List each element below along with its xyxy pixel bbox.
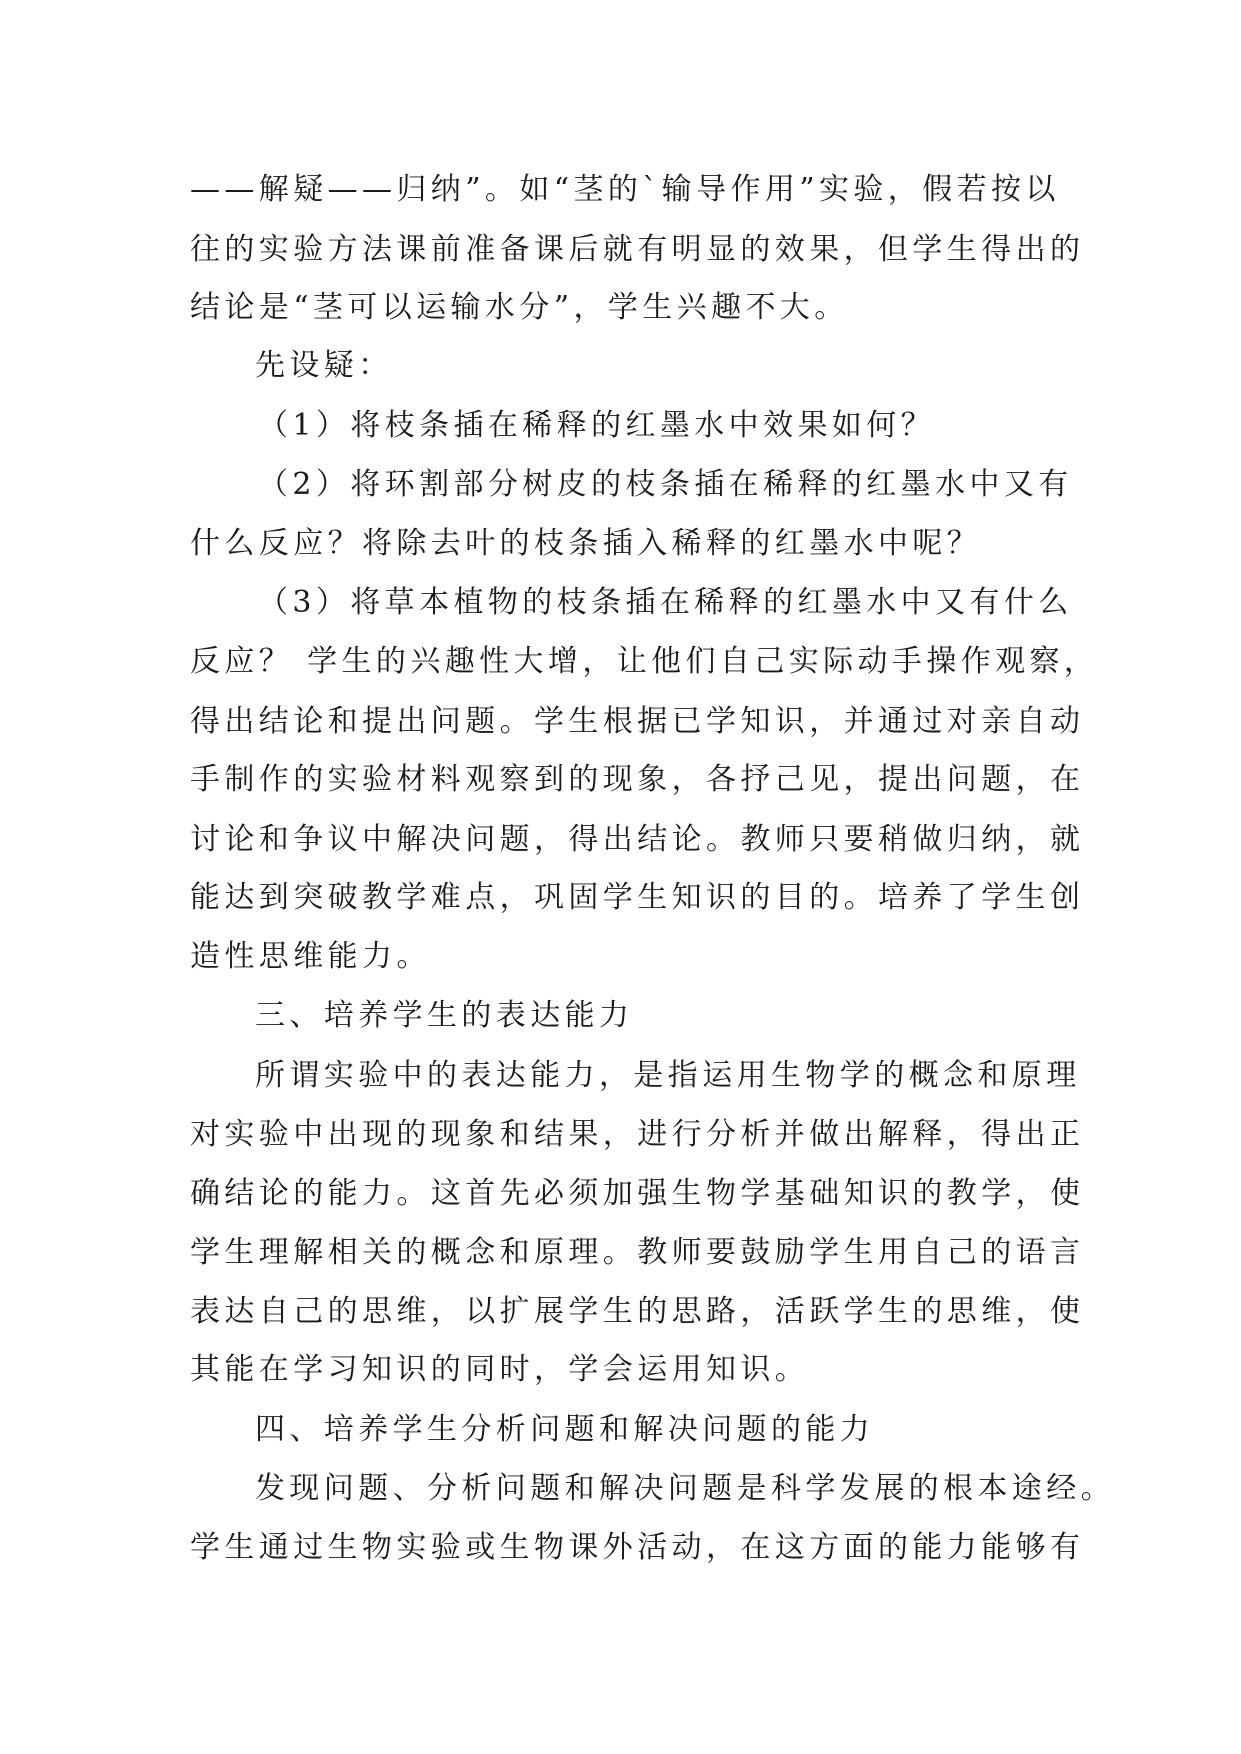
section-heading-4: 四、培养学生分析问题和解决问题的能力 [255,1412,875,1447]
text-line-11: 手制作的实验材料观察到的现象，各抒己见，提出问题，在 [190,762,1085,797]
section-heading-3: 三、培养学生的表达能力 [255,998,634,1033]
text-line-2: 往的实验方法课前准备课后就有明显的效果，但学生得出的 [190,232,1085,267]
text-line-5: （1）将枝条插在稀释的红墨水中效果如何？ [258,408,936,443]
text-line-21: 其能在学习知识的同时，学会运用知识。 [190,1352,810,1387]
text-line-12: 讨论和争议中解决问题，得出结论。教师只要稍做归纳，就 [190,822,1085,857]
text-line-10: 得出结论和提出问题。学生根据已学知识，并通过对亲自动 [190,704,1085,739]
text-line-19: 学生理解相关的概念和原理。教师要鼓励学生用自己的语言 [190,1235,1085,1270]
text-line-17: 对实验中出现的现象和结果，进行分析并做出解释，得出正 [190,1117,1085,1152]
text-line-24: 学生通过生物实验或生物课外活动，在这方面的能力能够有 [190,1530,1085,1565]
text-line-13: 能达到突破教学难点，巩固学生知识的目的。培养了学生创 [190,880,1085,915]
text-line-1: ——解疑——归纳”。如“茎的`输导作用”实验，假若按以 [190,172,1060,207]
text-line-23: 发现问题、分析问题和解决问题是科学发展的根本途经。 [255,1471,1115,1506]
text-line-16: 所谓实验中的表达能力，是指运用生物学的概念和原理 [255,1058,1081,1093]
text-line-3: 结论是“茎可以运输水分”，学生兴趣不大。 [190,290,849,325]
text-line-18: 确结论的能力。这首先必须加强生物学基础知识的教学，使 [190,1176,1085,1211]
text-line-7: 什么反应？将除去叶的枝条插入稀释的红墨水中呢？ [190,526,982,561]
text-line-8: （3）将草本植物的枝条插在稀释的红墨水中又有什么 [258,585,1073,620]
text-line-14: 造性思维能力。 [190,939,431,974]
text-line-6: （2）将环割部分树皮的枝条插在稀释的红墨水中又有 [258,467,1073,502]
text-line-9: 反应？ 学生的兴趣性大增，让他们自己实际动手操作观察， [190,644,1099,679]
text-line-20: 表达自己的思维，以扩展学生的思路，活跃学生的思维，使 [190,1294,1085,1329]
text-line-4: 先设疑： [255,348,393,383]
